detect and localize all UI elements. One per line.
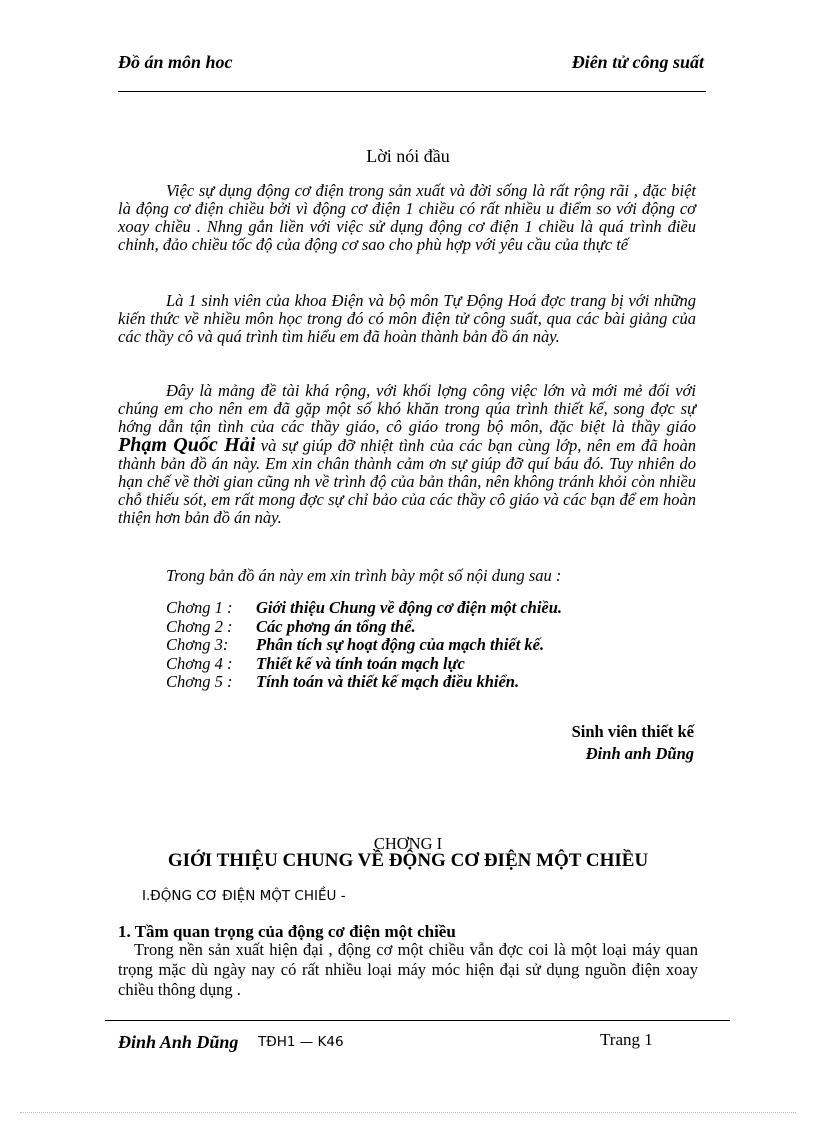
paragraph-3-after: và sự giúp đỡ nhiệt tình của các bạn cùng lớp, nên em đã hoàn thành bản đồ án này. Em xin chân thành cảm ơn sự giúp đỡ quí báu đó. Tuy nhiên do hạn chế về thời gian cũng nh về trình độ của bản thân, nên không tránh khỏi còn nhiều chỗ thiếu sót, em rất mong đợc sự chỉ bảo của các thầy cô giáo và các bạn để em hoàn thiện hơn bản đồ án này. xyxy=(118,436,696,527)
page-edge-divider xyxy=(20,1112,796,1113)
chapter-title: Phân tích sự hoạt động của mạch thiết kế. xyxy=(256,635,545,654)
chapter-label: Chơng 5 : xyxy=(166,672,233,691)
section-heading: I.ĐỘNG CƠ ĐIỆN MỘT CHIỀU - xyxy=(142,888,346,904)
paragraph-1 xyxy=(118,182,696,254)
footer-rule xyxy=(105,1020,730,1021)
footer-class: TĐH1 — K46 xyxy=(258,1034,344,1050)
body-paragraph xyxy=(118,940,698,1000)
contents-intro: Trong bản đồ án này em xin trình bày một số nội dung sau : xyxy=(166,566,562,585)
chapter-label: Chơng 3: xyxy=(166,635,229,654)
footer-page-number: Trang 1 xyxy=(600,1030,653,1049)
chapter-title: Giới thiệu Chung về động cơ điện một chiều. xyxy=(256,598,563,617)
paragraph-3-before: Đây là mảng đề tài khá rộng, với khối lợng công việc lớn và mới mẻ đối với chúng em cho nên em đã gặp một số khó khăn trong qúa trình thiết kế, song đợc sự hớng dẫn tận tình của các thầy giáo, cô giáo trong bộ môn, đặc biệt là thầy giáo xyxy=(118,381,696,436)
header-rule xyxy=(118,91,706,92)
header-right: Điên tử công suất xyxy=(571,52,704,72)
chapter-title-heading: GIỚI THIỆU CHUNG VỀ ĐỘNG CƠ ĐIỆN MỘT CHIỀU xyxy=(167,850,649,871)
chapter-item xyxy=(166,636,562,655)
paragraph-3 xyxy=(118,382,696,527)
paragraph-2-text: Là 1 sinh viên của khoa Điện và bộ môn Tự Động Hoá đợc trang bị với những kiến thức về nhiều môn học trong đó có môn điện tử công suất, qua các bài giảng của các thầy cô và quá trình tìm hiểu em đã hoàn thành bản đồ án này. xyxy=(118,291,696,346)
chapter-label: Chơng 2 : xyxy=(166,616,233,636)
subsection-heading: 1. Tầm quan trọng của động cơ điện một chiều xyxy=(118,922,456,941)
header-left: Đồ án môn hoc xyxy=(118,52,233,72)
chapter-item xyxy=(166,673,562,692)
chapter-title: Tính toán và thiết kế mạch điều khiển. xyxy=(256,672,520,691)
chapter-label: Chơng 1 : xyxy=(166,598,233,617)
chapter-number: CHƠNG I xyxy=(373,834,443,853)
signature-role: Sinh viên thiết kế xyxy=(571,722,694,741)
chapter-label: Chơng 4 : xyxy=(166,653,233,673)
chapter-title: Các phơng án tổng thể. xyxy=(256,616,416,636)
body-paragraph-text: Trong nền sản xuất hiện đại , động cơ một chiều vẫn đợc coi là một loại máy quan trọng mặc dù ngày nay có rất nhiều loại máy móc hiện đại sử dụng nguồn điện xoay chiều thông dụng . xyxy=(118,940,698,999)
page-title: Lời nói đầu xyxy=(366,146,450,166)
chapter-item xyxy=(166,618,562,637)
paragraph-1-text: Việc sự dụng động cơ điện trong sản xuất và đời sống là rất rộng rãi , đặc biệt là động cơ điện chiều bởi vì động cơ điện 1 chiều có rất nhiều u điểm so với động cơ xoay chiều . Nhng gắn liền với việc sử dụng động cơ điện 1 chiều là quá trình điều chỉnh, đảo chiều tốc độ của động cơ sao cho phù hợp với yêu cầu của thực tế xyxy=(118,181,696,254)
chapter-title: Thiết kế và tính toán mạch lực xyxy=(256,653,465,673)
signature-name: Đinh anh Dũng xyxy=(585,744,694,763)
advisor-name: Phạm Quốc Hải xyxy=(118,434,256,456)
paragraph-2 xyxy=(118,292,696,346)
chapter-list xyxy=(166,599,562,692)
chapter-item xyxy=(166,599,562,618)
footer-author: Đinh Anh Dũng xyxy=(118,1032,239,1052)
chapter-item xyxy=(166,655,562,674)
